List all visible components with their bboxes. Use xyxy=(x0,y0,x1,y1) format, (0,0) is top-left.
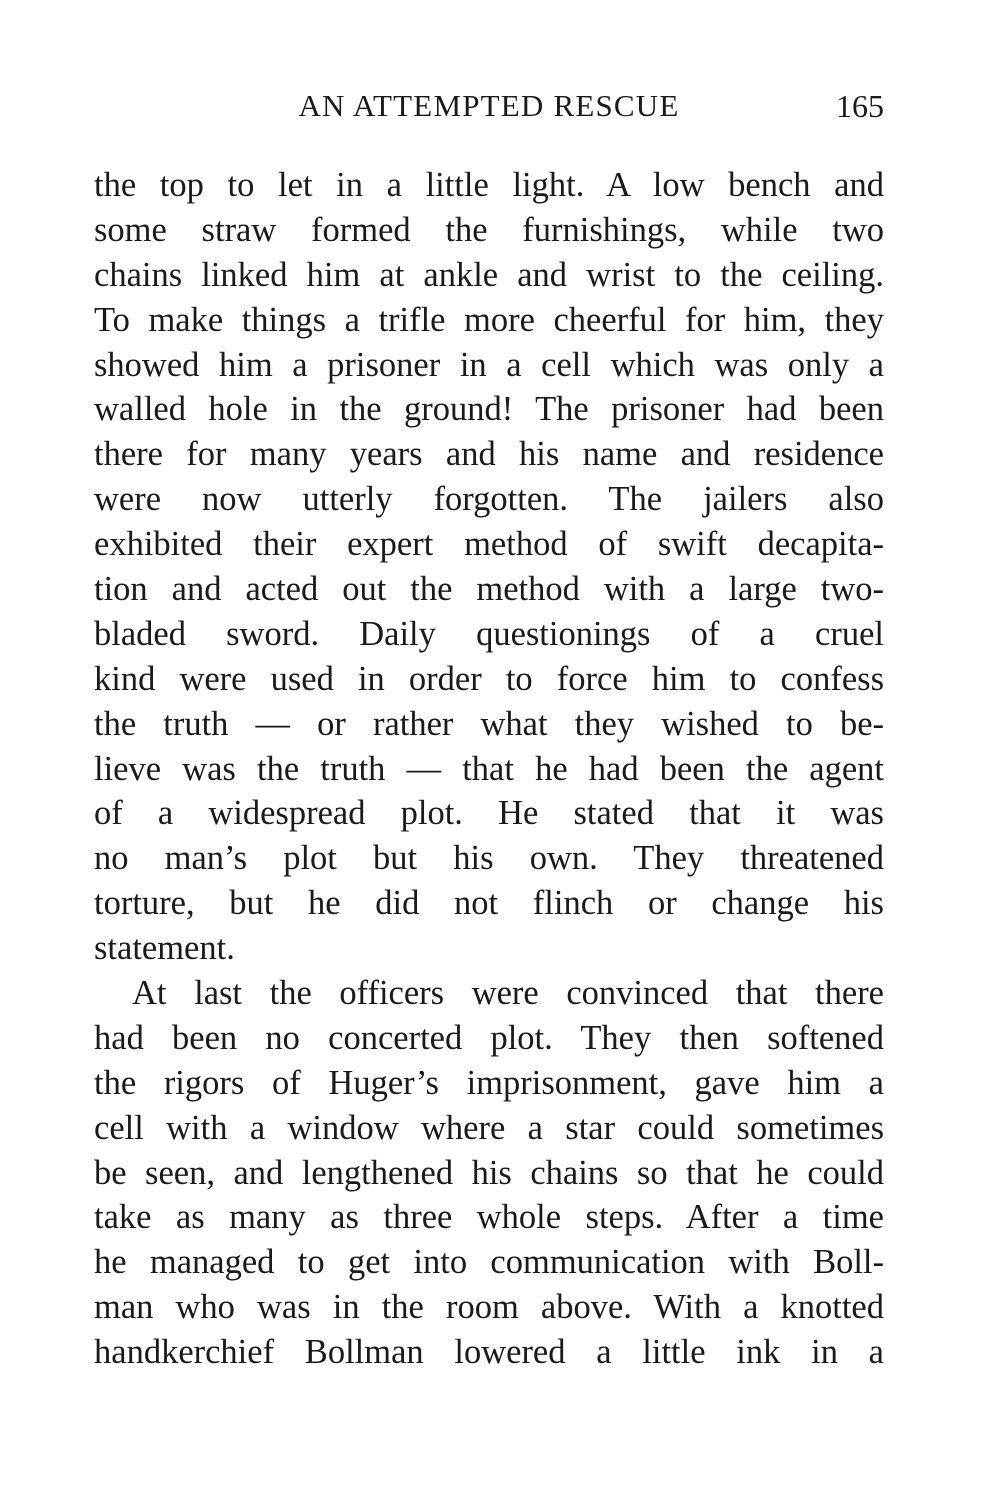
text-line: exhibited their expert method of swift decapita- xyxy=(94,525,884,564)
text-line: he managed to get into communication with Boll- xyxy=(94,1243,884,1282)
text-line: handkerchief Bollman lowered a little ink in a xyxy=(94,1333,884,1372)
text-line: showed him a prisoner in a cell which was only a xyxy=(94,345,884,384)
page-number: 165 xyxy=(836,88,884,124)
body-text xyxy=(94,163,884,1375)
chapter-title: AN ATTEMPTED RESCUE xyxy=(298,88,680,123)
text-line: kind were used in order to force him to confess xyxy=(94,659,884,698)
text-line: of a widespread plot. He stated that it was xyxy=(94,794,884,833)
text-line: cell with a window where a star could sometimes xyxy=(94,1108,884,1147)
text-line: take as many as three whole steps. After a time xyxy=(94,1198,884,1237)
text-line: had been no concerted plot. They then softened xyxy=(94,1018,884,1057)
paragraph-start-line: At last the officers were convinced that there xyxy=(132,974,884,1013)
paragraph-end-line: statement. xyxy=(94,929,235,968)
text-line: some straw formed the furnishings, while two xyxy=(94,210,884,249)
text-line: torture, but he did not flinch or change his xyxy=(94,884,884,923)
text-line: the top to let in a little light. A low bench and xyxy=(94,166,884,204)
text-line: man who was in the room above. With a knotted xyxy=(94,1288,884,1327)
text-line: bladed sword. Daily questionings of a cruel xyxy=(94,614,884,653)
text-line: To make things a trifle more cheerful for him, they xyxy=(94,300,884,339)
text-line: there for many years and his name and residence xyxy=(94,435,884,474)
text-line: be seen, and lengthened his chains so that he could xyxy=(94,1153,884,1192)
text-line: no man’s plot but his own. They threatened xyxy=(94,839,884,878)
running-head xyxy=(94,84,884,128)
text-line: lieve was the truth — that he had been the agent xyxy=(94,749,884,788)
text-line: the truth — or rather what they wished to be- xyxy=(94,704,884,743)
text-line: the rigors of Huger’s imprisonment, gave him a xyxy=(94,1063,884,1102)
text-line: tion and acted out the method with a large two- xyxy=(94,570,884,609)
text-line: chains linked him at ankle and wrist to the ceiling. xyxy=(94,255,884,294)
text-line: were now utterly forgotten. The jailers also xyxy=(94,480,884,519)
text-line: walled hole in the ground! The prisoner had been xyxy=(94,390,884,429)
